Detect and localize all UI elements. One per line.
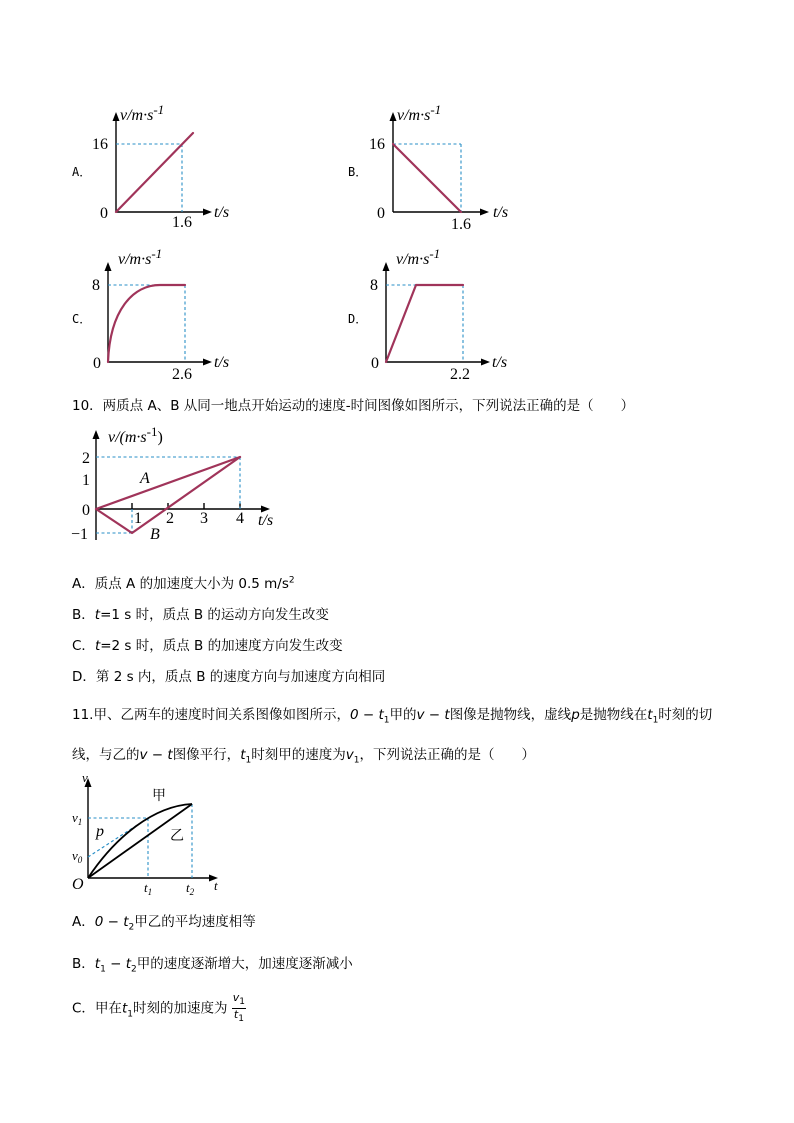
p-label: p [96, 823, 104, 840]
y-axis-label: v/m·s [397, 107, 431, 124]
x-axis-label: t [214, 878, 218, 893]
q10-option-b: B．t=1 s 时，质点 B 的运动方向发生改变 [72, 607, 329, 623]
option-b-letter: B． [348, 165, 368, 179]
jia-label: 甲 [152, 788, 166, 804]
x-tick: 4 [236, 510, 244, 527]
origin: 0 [371, 355, 379, 372]
y-tick: 8 [92, 277, 100, 294]
y-axis-label: v/m·s [118, 251, 152, 268]
x-tick: 3 [200, 510, 208, 527]
origin: 0 [377, 205, 385, 222]
x-tick: 2.6 [172, 366, 192, 383]
y-tick: 0 [82, 502, 90, 519]
svg-text:v/m·s-1: $v/m\cdot s^{-1}$ [120, 102, 165, 124]
y-axis-label: v/m·s [396, 251, 430, 268]
y-tick: −1 [71, 526, 89, 543]
x-tick: 2.2 [450, 366, 470, 383]
q10-option-d: D．第 2 s 内，质点 B 的速度方向与加速度方向相同 [72, 669, 386, 685]
series-b-label: B [150, 526, 160, 543]
y-axis-label: v [82, 770, 88, 785]
option-d-letter: D． [348, 312, 368, 326]
option-c-graph [88, 240, 248, 383]
x-axis-label: t/s [214, 354, 230, 371]
svg-text:t1: $t_1$ [144, 880, 153, 897]
x-axis-label: t/s [214, 204, 230, 221]
svg-text:v/m·s-1: $v/m\cdot s^{-1}$ [396, 246, 441, 268]
q11-stem-line2: 线，与乙的v − t图像平行，$t_1$时刻甲的速度为$v_1$，下列说法正确的是（ ） [72, 747, 535, 766]
q11-option-b: B．$t_1 - t_2$甲的速度逐渐增大，加速度逐渐减小 [72, 956, 353, 975]
origin: 0 [93, 355, 101, 372]
y-tick: 8 [370, 277, 378, 294]
y-axis-label: v/m·s [120, 107, 154, 124]
svg-text:v/m·s-1: $v/m\cdot s^{-1}$ [397, 102, 442, 124]
series-a-label: A [140, 470, 150, 487]
option-a-graph [88, 100, 248, 230]
y-tick: 16 [92, 136, 108, 153]
svg-text:v0: $v_0$ [72, 848, 83, 865]
origin: 0 [100, 205, 108, 222]
y-axis-label: v/(m·s [108, 429, 147, 446]
v0-label: v [72, 848, 78, 863]
svg-text:v/m·s-1: $v/m\cdot s^{-1}$ [118, 246, 163, 268]
yi-label: 乙 [170, 828, 184, 844]
t2-label: t [186, 880, 190, 895]
q11-option-a: A．$0 - t_2$甲乙的平均速度相等 [72, 914, 256, 933]
y-tick: 16 [369, 136, 385, 153]
x-tick: 1 [134, 510, 142, 527]
v1-label: v [72, 810, 78, 825]
option-d-graph [366, 240, 526, 383]
x-tick: 1.6 [451, 216, 471, 233]
q11-stem-line1: 11.甲、乙两车的速度时间关系图像如图所示，$0 - t_1$甲的v − t图像是抛物线，虚线p是抛物线在$t_1$时刻的切 [72, 707, 713, 726]
x-tick: 2 [166, 510, 174, 527]
q11-option-c: C．甲在$t_1$时刻的加速度为 $\frac{v_1}{t_1}$ [72, 991, 246, 1025]
t1-label: t [144, 880, 148, 895]
q10-option-c: C．t=2 s 时，质点 B 的加速度方向发生改变 [72, 638, 343, 654]
q10-graph [68, 422, 298, 552]
option-b-graph [365, 100, 525, 233]
x-axis-label: t/s [493, 204, 509, 221]
x-tick: 1.6 [172, 214, 192, 231]
q10-option-a: A．质点 A 的加速度大小为 0.5 $m/s^2$ [72, 575, 295, 592]
q11-graph [66, 770, 236, 900]
y-tick: 2 [82, 450, 90, 467]
x-axis-label: t/s [492, 354, 508, 371]
option-a-letter: A． [72, 165, 92, 179]
origin: O [72, 876, 84, 893]
x-axis-label: t/s [258, 512, 274, 529]
svg-text:t2: $t_2$ [186, 880, 195, 897]
fraction: $\frac{v_1}{t_1}$ [232, 991, 246, 1025]
svg-text:v1: $v_1$ [72, 810, 83, 827]
svg-text:v/(m·s-1): $v/(m\cdot s^{-1})$ [108, 424, 163, 446]
q10-stem: 10．两质点 A、B 从同一地点开始运动的速度-时间图像如图所示，下列说法正确的是（ ） [72, 398, 635, 414]
y-tick: 1 [82, 472, 90, 489]
option-c-letter: C． [72, 312, 92, 326]
